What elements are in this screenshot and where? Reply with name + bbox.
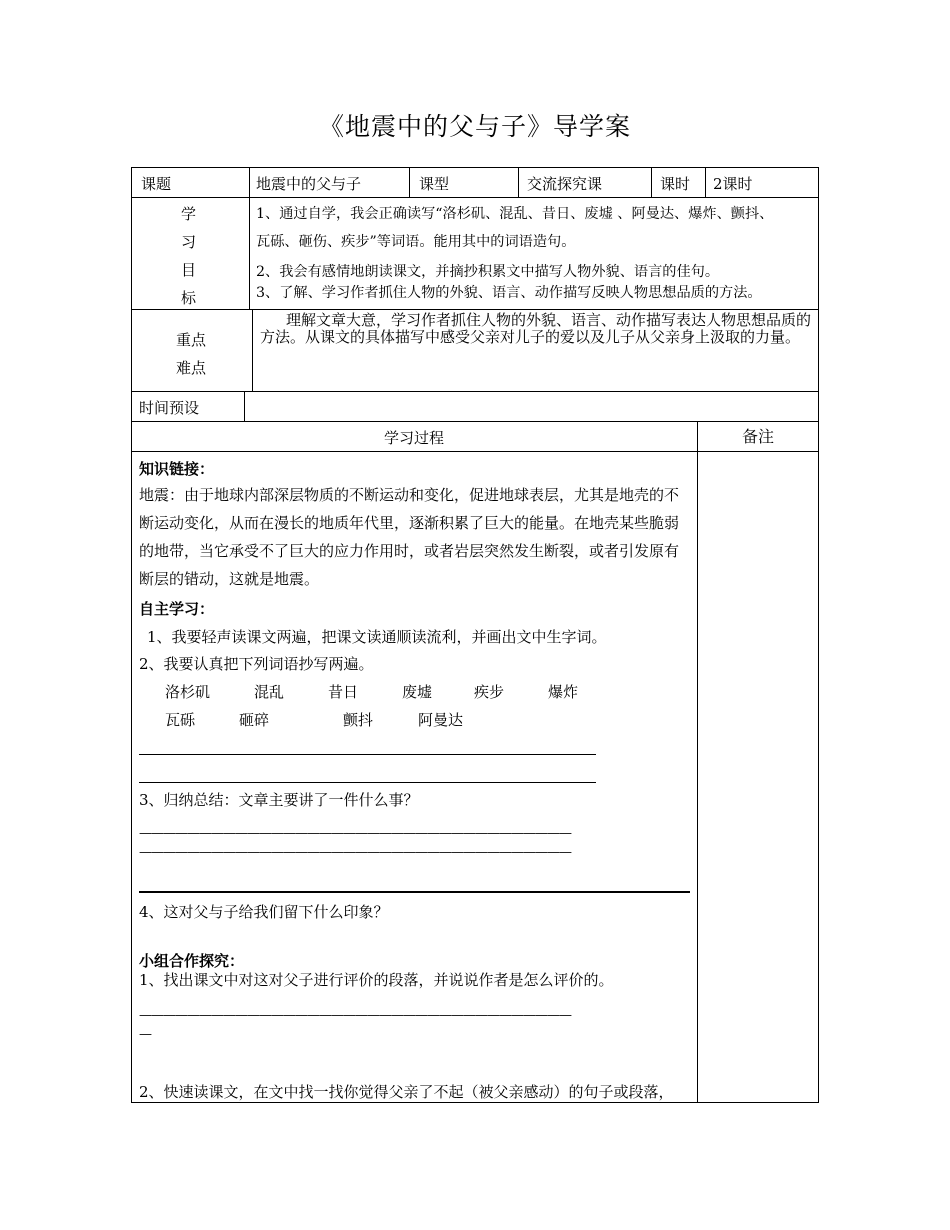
row-divider xyxy=(131,451,819,452)
page-title: 《地震中的父与子》导学案 xyxy=(318,112,631,141)
type-value: 交流探究课 xyxy=(527,175,603,193)
goal-item-1-cont: 瓦砾、砸伤、疾步”等词语。能用其中的词语造句。 xyxy=(256,234,576,250)
goals-label: 习 xyxy=(181,233,197,251)
word: 洛杉矶 xyxy=(165,683,211,701)
word: 砸碎 xyxy=(239,711,270,729)
word: 爆炸 xyxy=(548,683,579,701)
word: 废墟 xyxy=(402,683,433,701)
notes-header: 备注 xyxy=(741,427,774,446)
col-divider xyxy=(249,167,250,197)
knowledge-text: 地震：由于地球内部深层物质的不断运动和变化，促进地球表层，尤其是地壳的不断运动变化，从而在漫长的地质年代里，逐渐积累了巨大的能量。在地壳某些脆弱的地带，当它承受不了巨大的应力作用时，或者岩层突然发生断裂，或者引发原有断层的错动，这就是地震。 xyxy=(139,486,680,588)
hours-value: 2课时 xyxy=(713,175,753,193)
topic-label: 课题 xyxy=(141,175,172,193)
col-divider xyxy=(249,197,250,309)
time-label: 时间预设 xyxy=(139,399,200,417)
row-divider xyxy=(131,197,819,198)
answer-line xyxy=(139,754,596,755)
word: 混乱 xyxy=(254,683,285,701)
self-study-item-3: 3、归纳总结：文章主要讲了一件什么事？ xyxy=(139,791,419,809)
answer-dashes: — xyxy=(139,1027,151,1042)
self-study-item-1: 1、我要轻声读课文两遍，把课文读通顺读流利，并画出文中生字词。 xyxy=(147,628,607,646)
process-header: 学习过程 xyxy=(383,429,444,447)
col-divider xyxy=(705,167,706,197)
keypoint-label: 重点 xyxy=(176,331,207,349)
goal-item-1: 1、通过自学，我会正确读写“洛杉矶、混乱、昔日、废墟 、阿曼达、爆炸、颤抖、 xyxy=(256,206,774,222)
row-divider xyxy=(131,309,819,310)
goals-label: 标 xyxy=(181,289,197,307)
goals-label: 学 xyxy=(181,205,197,223)
col-divider xyxy=(697,421,698,1103)
col-divider xyxy=(244,391,245,421)
self-study-heading: 自主学习： xyxy=(139,600,215,618)
answer-line xyxy=(139,782,596,783)
col-divider xyxy=(409,167,410,197)
hours-label: 课时 xyxy=(660,175,691,193)
group-study-item-1: 1、找出课文中对这对父子进行评价的段落，并说说作者是怎么评价的。 xyxy=(139,971,614,989)
word: 疾步 xyxy=(474,683,505,701)
word: 阿曼达 xyxy=(418,711,464,729)
col-divider xyxy=(518,167,519,197)
answer-dashes: ———————————————————————————————————— xyxy=(139,826,571,841)
type-label: 课型 xyxy=(419,175,450,193)
row-divider xyxy=(131,391,819,392)
answer-dashes: ———————————————————————————————————— xyxy=(139,845,571,860)
word: 瓦砾 xyxy=(165,711,196,729)
row-divider xyxy=(131,421,819,422)
self-study-item-4: 4、这对父与子给我们留下什么印象？ xyxy=(139,903,389,921)
knowledge-heading: 知识链接： xyxy=(139,460,215,478)
word: 昔日 xyxy=(328,683,359,701)
answer-line xyxy=(139,891,690,893)
topic-value: 地震中的父与子 xyxy=(256,175,362,193)
goals-label: 目 xyxy=(181,261,197,279)
difficulty-label: 难点 xyxy=(176,359,207,377)
self-study-item-2: 2、我要认真把下列词语抄写两遍。 xyxy=(139,655,374,673)
goal-item-3: 3、了解、学习作者抓住人物的外貌、语言、动作描写反映人物思想品质的方法。 xyxy=(256,285,762,301)
group-study-heading: 小组合作探究： xyxy=(139,952,245,970)
group-study-item-2: 2、快速读课文，在文中找一找你觉得父亲了不起（被父亲感动）的句子或段落， xyxy=(139,1083,674,1101)
goal-item-2: 2、我会有感情地朗读课文，并摘抄积累文中描写人物外貌、语言的佳句。 xyxy=(256,264,720,280)
keypoint-text: 理解文章大意，学习作者抓住人物的外貌、语言、动作描写表达人物思想品质的方法。从课文的具体描写中感受父亲对儿子的爱以及儿子从父亲身上汲取的力量。 xyxy=(260,311,812,346)
answer-dashes: ———————————————————————————————————— xyxy=(139,1008,571,1023)
col-divider xyxy=(252,309,253,391)
word: 颤抖 xyxy=(343,711,374,729)
col-divider xyxy=(651,167,652,197)
